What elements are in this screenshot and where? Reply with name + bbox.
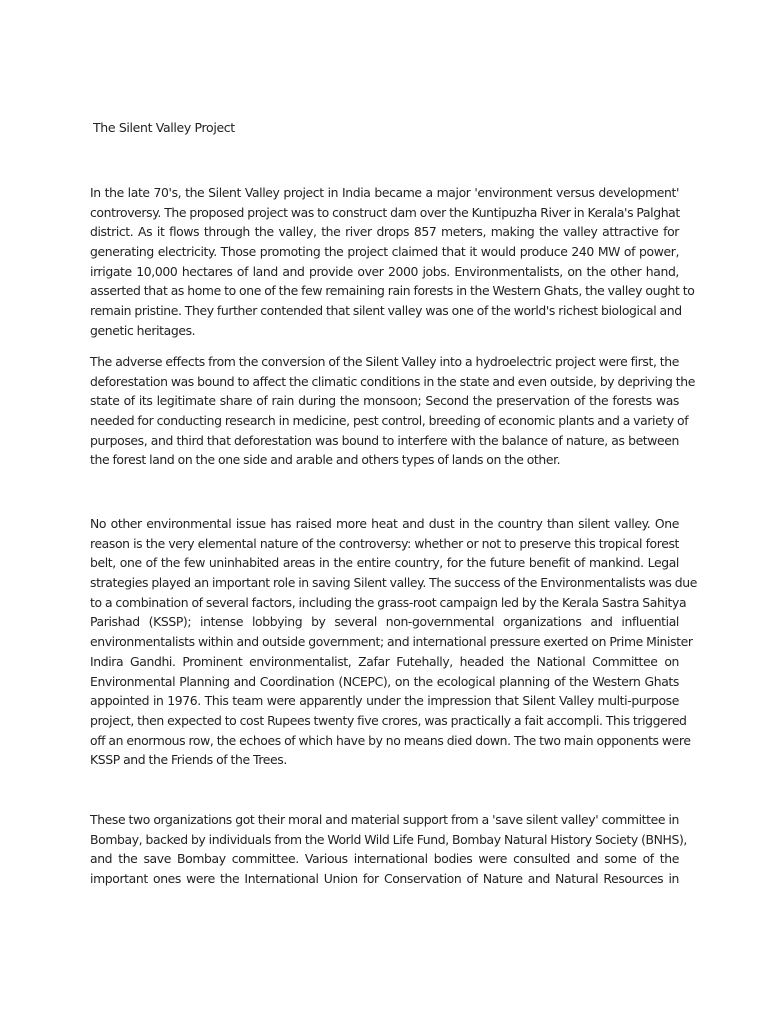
paragraph-line: purposes, and third that deforestation was bound to interfere with the balance of nature, as between — [90, 432, 679, 448]
paragraph-line: project, then expected to cost Rupees twenty five crores, was practically a fait accompli. This triggered — [90, 712, 687, 728]
paragraph-4 — [90, 810, 687, 889]
paragraph-2 — [90, 352, 695, 470]
paragraph-line: Bombay, backed by individuals from the World Wild Life Fund, Bombay Natural History Society (BNHS), — [90, 831, 687, 847]
paragraph-line: In the late 70's, the Silent Valley project in India became a major 'environment versus development' — [90, 185, 679, 200]
paragraph-line: belt, one of the few uninhabited areas in the entire country, for the future benefit of mankind. Legal — [90, 555, 679, 571]
paragraph-line: Parishad (KSSP); intense lobbying by several non-governmental organizations and influential — [90, 614, 679, 630]
paragraph-line: The adverse effects from the conversion of the Silent Valley into a hydroelectric project were first, the — [90, 354, 679, 369]
paragraph-line: to a combination of several factors, including the grass-root campaign led by the Kerala Sastra Sahitya — [90, 594, 687, 610]
paragraph-line: generating electricity. Those promoting the project claimed that it would produce 240 MW of power, — [90, 244, 679, 260]
paragraph-line: No other environmental issue has raised more heat and dust in the country than silent valley. One — [90, 516, 679, 531]
paragraph-line: the forest land on the one side and arable and others types of lands on the other. — [90, 452, 561, 468]
paragraph-line: These two organizations got their moral and material support from a 'save silent valley' committee in — [90, 812, 679, 827]
paragraph-1 — [90, 183, 695, 341]
paragraph-line: genetic heritages. — [90, 322, 196, 338]
paragraph-line: off an enormous row, the echoes of which have by no means died down. The two main opponents were — [90, 732, 691, 748]
paragraph-line: KSSP and the Friends of the Trees. — [90, 752, 287, 768]
paragraph-line: remain pristine. They further contended that silent valley was one of the world's richest biological and — [90, 303, 682, 319]
paragraph-line: controversy. The proposed project was to construct dam over the Kuntipuzha River in Kerala's Palghat — [90, 204, 680, 220]
paragraph-line: deforestation was bound to affect the climatic conditions in the state and even outside, by depriving the — [90, 373, 695, 389]
paragraph-line: needed for conducting research in medicine, pest control, breeding of economic plants and a variety of — [90, 413, 689, 429]
paragraph-line: appointed in 1976. This team were apparently under the impression that Silent Valley multi-purpose — [90, 693, 679, 709]
paragraph-line: important ones were the International Union for Conservation of Nature and Natural Resources in — [90, 871, 679, 887]
paragraph-line: state of its legitimate share of rain during the monsoon; Second the preservation of the forests was — [90, 393, 679, 409]
paragraph-line: asserted that as home to one of the few remaining rain forests in the Western Ghats, the valley ought to — [90, 283, 695, 299]
paragraph-line: and the save Bombay committee. Various international bodies were consulted and some of the — [90, 851, 679, 867]
paragraph-line: Environmental Planning and Coordination (NCEPC), on the ecological planning of the Western Ghats — [90, 673, 679, 689]
paragraph-line: strategies played an important role in saving Silent valley. The success of the Environmentalists was due — [90, 575, 697, 591]
paragraph-line: reason is the very elemental nature of the controversy: whether or not to preserve this tropical forest — [90, 535, 679, 551]
paragraph-line: Indira Gandhi. Prominent environmentalist, Zafar Futehally, headed the National Committee on — [90, 653, 679, 669]
paragraph-3 — [90, 514, 697, 770]
document-title: The Silent Valley Project — [93, 120, 235, 135]
paragraph-line: environmentalists within and outside government; and international pressure exerted on Prime Minister — [90, 634, 693, 650]
paragraph-line: irrigate 10,000 hectares of land and provide over 2000 jobs. Environmentalists, on the other hand, — [90, 263, 679, 279]
paragraph-line: district. As it flows through the valley, the river drops 857 meters, making the valley attractive for — [90, 224, 679, 240]
